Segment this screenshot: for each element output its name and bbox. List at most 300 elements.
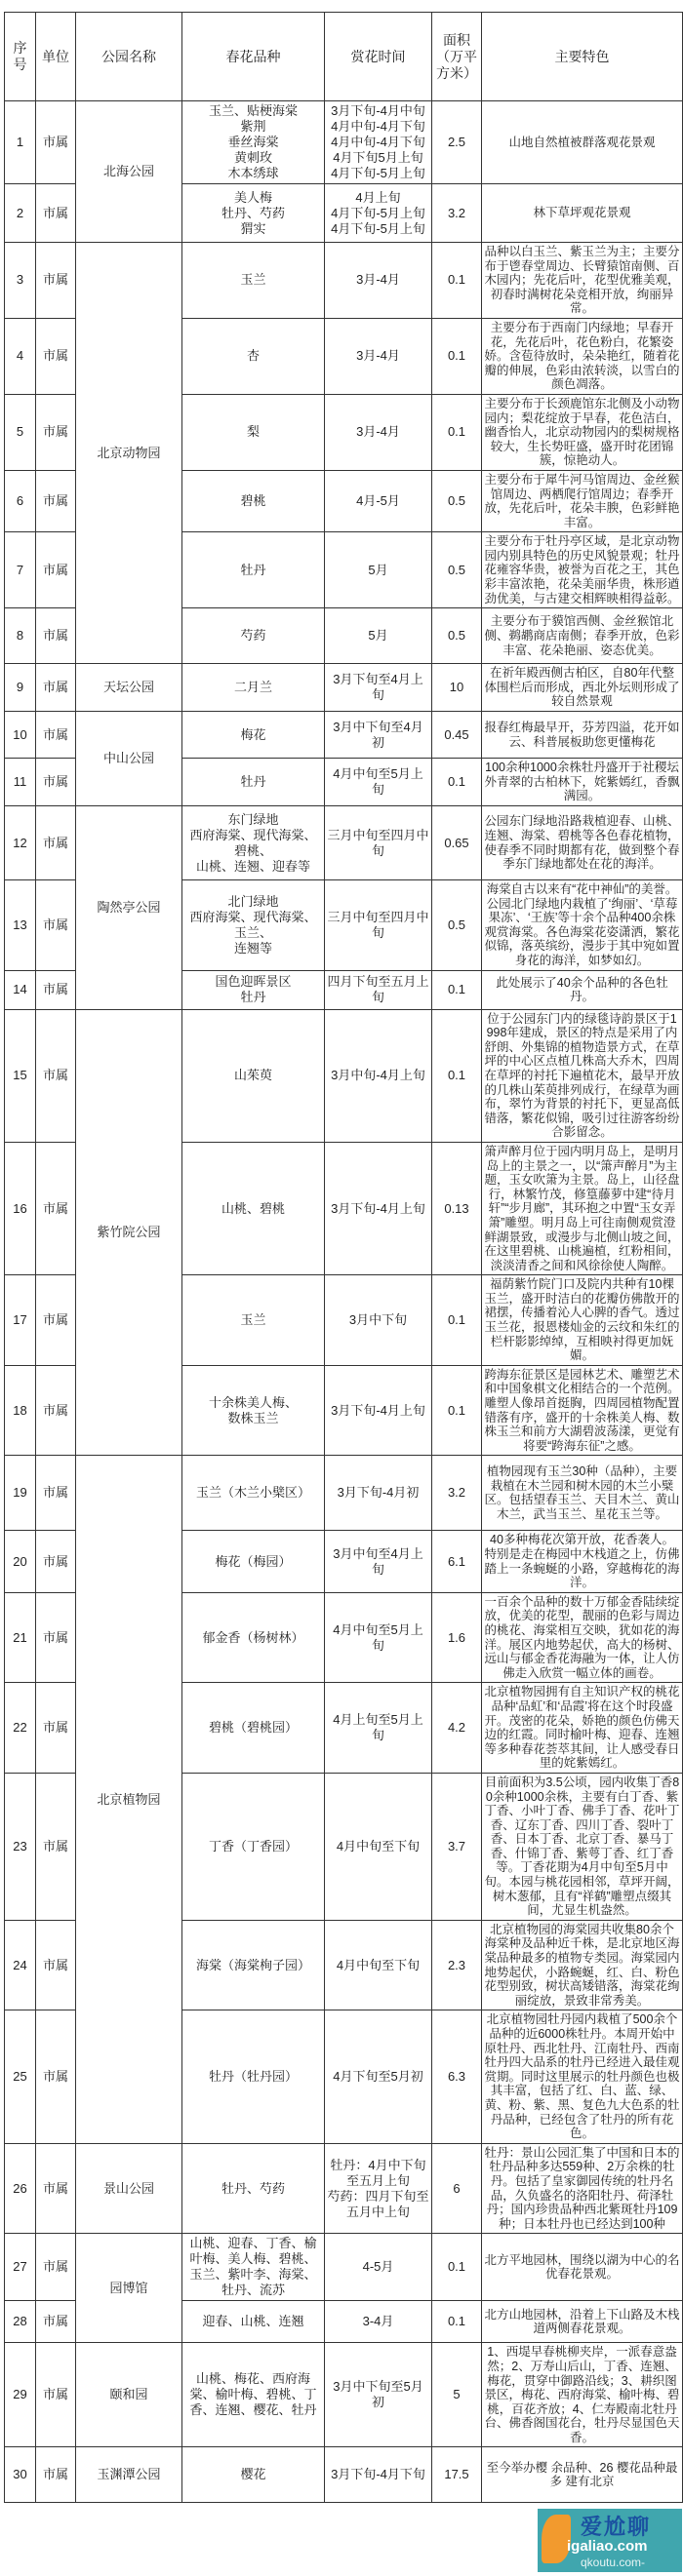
viewing-time: [325, 1142, 432, 1274]
feature-text: 主要分布于牡丹亭区域，是北京动物园内别具特色的历史风貌景观；牡丹花雍容华贵，被誉为百花之王，其色彩丰富浓艳，花朵美丽华贵，株形遒劲优美，与古建交相辉映相得益彰。: [484, 534, 680, 605]
time-line: 4月中旬至5月上旬: [333, 1621, 423, 1653]
unit-cell: 市属: [36, 1592, 76, 1683]
time-line: 4月中旬至下旬: [336, 1957, 421, 1972]
viewing-time: [325, 1275, 432, 1366]
flower-varieties: [182, 970, 325, 1009]
flower-varieties: [182, 2143, 325, 2234]
row-number: 19: [5, 1456, 36, 1531]
area-cell: 1.6: [432, 1592, 482, 1683]
row-number: 2: [5, 184, 36, 243]
flower-line: 牡丹（牡丹园）: [208, 2069, 298, 2085]
flower-line: 梨: [246, 424, 260, 440]
area-cell: 0.1: [432, 759, 482, 806]
row-number: 23: [5, 1773, 36, 1920]
feature-text: 此处展示了40余个品种的各色牡丹。: [496, 975, 668, 1004]
row-number: 15: [5, 1009, 36, 1142]
flower-varieties: [182, 806, 325, 880]
table-row: [5, 664, 683, 712]
unit-cell: 市属: [36, 1773, 76, 1920]
area-cell: 0.1: [432, 394, 482, 470]
flower-line: 碧桃: [240, 493, 266, 509]
flower-line: 国色迎晖景区: [215, 974, 292, 990]
flower-line: 杏: [246, 348, 260, 364]
viewing-time: [325, 243, 432, 319]
watermark-domain-2: qkoutu.com-: [581, 2556, 646, 2570]
area-cell: 6.1: [432, 1531, 482, 1592]
flower-varieties: [182, 101, 325, 184]
unit-cell: 市属: [36, 664, 76, 712]
flower-line: 黄刺玫: [233, 150, 272, 165]
flower-varieties: [182, 1142, 325, 1274]
row-number: 18: [5, 1365, 36, 1456]
feature-cell: [482, 1592, 683, 1683]
flower-line: 山桃、连翘、迎春等: [195, 858, 310, 874]
feature-cell: [482, 2143, 683, 2234]
flower-line: 牡丹、芍药: [221, 205, 285, 220]
viewing-time: [325, 2010, 432, 2143]
flower-line: 丁香（丁香园）: [208, 1838, 298, 1854]
time-line: 3月下旬-4月初: [337, 1485, 420, 1501]
flower-varieties: [182, 2343, 325, 2447]
unit-cell: 市属: [36, 2143, 76, 2234]
viewing-time: [325, 318, 432, 394]
feature-cell: [482, 970, 683, 1009]
flower-varieties: [182, 1683, 325, 1774]
park-name: 颐和园: [76, 2343, 182, 2447]
flower-line: 山茱萸: [233, 1068, 272, 1083]
unit-cell: 市属: [36, 880, 76, 971]
area-cell: 0.1: [432, 1275, 482, 1366]
table-row: [5, 2143, 683, 2234]
viewing-time: [325, 470, 432, 531]
feature-text: 主要分布于西南门内绿地；早春开花，先花后叶，花色粉白，花繁姿娇。含苞待放时，朵朵艳红，随着花瓣的伸展，色彩由浓转淡，以雪白的颜色凋落。: [484, 320, 680, 392]
flower-line: 山桃、碧桃: [221, 1200, 285, 1216]
feature-cell: [482, 1009, 683, 1142]
time-line: 3月下旬-4月下旬: [331, 2467, 425, 2482]
park-name: 景山公园: [76, 2143, 182, 2234]
viewing-time: [325, 806, 432, 880]
flower-line: 芍药: [240, 628, 266, 644]
flower-line: 山桃、梅花、西府海棠、榆叶梅、碧桃、丁香、连翘、樱花、牡丹: [189, 2371, 317, 2418]
row-number: 9: [5, 664, 36, 712]
row-number: 24: [5, 1920, 36, 2010]
table-row: [5, 243, 683, 319]
row-number: 12: [5, 806, 36, 880]
flower-line: 西府海棠、现代海棠、玉兰、: [189, 909, 317, 940]
viewing-time: [325, 101, 432, 184]
header-area: 面积（万平方米）: [432, 13, 482, 101]
unit-cell: 市属: [36, 243, 76, 319]
row-number: 17: [5, 1275, 36, 1366]
feature-text: 报春红梅最早开，芬芳四溢，花开如云、科普展板助您更懂梅花: [484, 720, 680, 749]
table-row: [5, 806, 683, 880]
flower-line: 梅花: [240, 726, 266, 742]
feature-cell: [482, 532, 683, 608]
area-cell: 5: [432, 2343, 482, 2447]
park-name: 陶然亭公园: [76, 806, 182, 1010]
feature-cell: [482, 243, 683, 319]
feature-cell: [482, 608, 683, 664]
row-number: 4: [5, 318, 36, 394]
time-line: 4月下旬至5月初: [333, 2069, 423, 2085]
unit-cell: 市属: [36, 2234, 76, 2301]
watermark: [538, 2509, 682, 2572]
table-row: [5, 2447, 683, 2503]
flower-varieties: [182, 1456, 325, 1531]
feature-cell: [482, 2343, 683, 2447]
time-line: 三月中旬至四月中旬: [327, 827, 429, 858]
flower-varieties: [182, 2301, 325, 2343]
flower-varieties: [182, 759, 325, 806]
viewing-time: [325, 184, 432, 243]
viewing-time: [325, 2234, 432, 2301]
viewing-time: [325, 1683, 432, 1774]
time-line: 牡丹：4月中下旬至五月上旬: [330, 2157, 426, 2188]
flower-varieties: [182, 1275, 325, 1366]
area-cell: 0.1: [432, 2234, 482, 2301]
area-cell: 6: [432, 2143, 482, 2234]
row-number: 21: [5, 1592, 36, 1683]
park-name: 玉渊潭公园: [76, 2447, 182, 2503]
feature-cell: [482, 759, 683, 806]
area-cell: 17.5: [432, 2447, 482, 2503]
feature-cell: [482, 318, 683, 394]
unit-cell: 市属: [36, 712, 76, 759]
time-line: 3-4月: [362, 2314, 394, 2329]
unit-cell: 市属: [36, 2301, 76, 2343]
unit-cell: 市属: [36, 1531, 76, 1592]
area-cell: 3.2: [432, 1456, 482, 1531]
feature-cell: [482, 664, 683, 712]
watermark-logo: 爱尬聊: [581, 2515, 652, 2540]
flower-varieties: [182, 2447, 325, 2503]
unit-cell: 市属: [36, 608, 76, 664]
feature-text: 1、西堤早春桃柳夹岸，一派春意盎然；2、万寿山后山，丁香、连翘、梅花，贯穿中御路沿线；3、耕织图景区，梅花、西府海棠、榆叶梅、碧桃，百花齐放；4、仁寿殿南北牡丹台、佛香阁国花台，牡丹尽显国色天香。: [484, 2345, 680, 2444]
feature-text: 北方平地园林，围绕以湖为中心的名优春花景观。: [484, 2252, 680, 2282]
feature-text: 至今举办樱 余品种、26 樱花品种最多 建有北京: [486, 2460, 678, 2489]
flower-varieties: [182, 2234, 325, 2301]
time-line: 3月-4月: [356, 272, 400, 288]
viewing-time: [325, 608, 432, 664]
viewing-time: [325, 1456, 432, 1531]
feature-text: 海棠自古以来有“花中神仙”的美誉。公园北门绿地内栽植了‘绚丽’、‘草莓果冻’、‘王族’等十余个品种400余株观赏海棠。各色海棠花姿潇洒，繁花似锦，落英缤纷，漫步于其中宛如置身花的海洋，如梦如幻。: [484, 882, 680, 967]
row-number: 20: [5, 1531, 36, 1592]
viewing-time: [325, 664, 432, 712]
viewing-time: [325, 712, 432, 759]
flower-varieties: [182, 532, 325, 608]
time-line: 4月中旬-4月下旬: [331, 119, 425, 134]
area-cell: 0.5: [432, 470, 482, 531]
feature-cell: [482, 2447, 683, 2503]
row-number: 11: [5, 759, 36, 806]
unit-cell: 市属: [36, 806, 76, 880]
area-cell: 0.5: [432, 608, 482, 664]
row-number: 6: [5, 470, 36, 531]
park-name: 北京植物园: [76, 1456, 182, 2143]
viewing-time: [325, 1773, 432, 1920]
unit-cell: 市属: [36, 318, 76, 394]
feature-cell: [482, 1920, 683, 2010]
time-line: 4月上旬至5月上旬: [333, 1712, 423, 1743]
feature-text: 100余种1000余株牡丹盛开于社稷坛外青翠的古柏林下，姹紫嫣红，香飘满园。: [484, 761, 680, 803]
unit-cell: 市属: [36, 470, 76, 531]
viewing-time: [325, 1592, 432, 1683]
flower-varieties: [182, 318, 325, 394]
header-row: [5, 13, 683, 101]
time-line: 4月下旬5月上旬: [333, 150, 423, 165]
flower-line: 垂丝海棠: [227, 135, 279, 149]
time-line: 4月下旬-5月上旬: [331, 166, 425, 180]
feature-cell: [482, 1531, 683, 1592]
feature-text: 目前面积为3.5公顷，园内收集丁香80余种1000余株，主要有白丁香、紫丁香、小叶丁香、佛手丁香、花叶丁香、辽东丁香、四川丁香、裂叶丁香、日本丁香、北京丁香、暴马丁香、什锦丁香、紫萼丁香、红丁香等。丁香花期为4月中旬至5月中旬。本园与桃花园相邻，草坪开阔，树木葱郁，且有“祥鹤”雕塑点缀其间，尤显生机盎然。: [484, 1775, 680, 1918]
flower-line: 牡丹: [240, 562, 266, 577]
area-cell: 0.1: [432, 970, 482, 1009]
feature-text: 福荫紫竹院门口及院内共种有10棵玉兰，盛开时洁白的花瓣仿佛散开的裙摆，传播着沁人心脾的香气。透过玉兰花，报恩楼灿金的云纹和朱红的栏杆影影绰绰，互相映衬得更加妩媚。: [484, 1277, 680, 1363]
flower-line: 樱花: [240, 2467, 266, 2482]
unit-cell: 市属: [36, 1365, 76, 1456]
feature-text: 主要分布于貘馆西侧、金丝猴馆北侧、鹈鹕商店南侧；春季开放，色彩丰富、花朵艳丽、姿态优美。: [484, 614, 680, 657]
flower-line: 美人梅: [233, 189, 272, 205]
feature-cell: [482, 1142, 683, 1274]
unit-cell: 市属: [36, 1142, 76, 1274]
feature-cell: [482, 1683, 683, 1774]
flower-line: 山桃、迎春、丁香、榆叶梅、美人梅、碧桃、玉兰、紫叶李、海棠、牡丹、流苏: [189, 2236, 317, 2298]
time-line: 3月中下旬至4月初: [333, 719, 423, 750]
row-number: 10: [5, 712, 36, 759]
flower-varieties: [182, 1531, 325, 1592]
flower-line: 紫荆: [240, 119, 266, 134]
spring-flower-table: [4, 12, 683, 2503]
feature-cell: [482, 1275, 683, 1366]
flower-varieties: [182, 1773, 325, 1920]
park-name: 北海公园: [76, 101, 182, 243]
watermark-domain: igaliao.com: [567, 2538, 648, 2556]
feature-text: 跨海东征景区是园林艺术、雕塑艺术和中国象棋文化相结合的一个范例。雕塑人像昂首挺胸，四周园植物配置错落有序，盛开的十余株美人梅、数株玉兰和前方大湖碧波荡漾，更觉有将要“跨海东征”之感。: [484, 1367, 680, 1453]
flower-line: 西府海棠、现代海棠、碧桃、: [189, 827, 317, 858]
viewing-time: [325, 880, 432, 971]
flower-line: 连翘等: [233, 940, 272, 956]
area-cell: 2.3: [432, 1920, 482, 2010]
viewing-time: [325, 532, 432, 608]
flower-varieties: [182, 2010, 325, 2143]
flower-varieties: [182, 1009, 325, 1142]
unit-cell: 市属: [36, 1920, 76, 2010]
time-line: 4月-5月: [356, 493, 400, 509]
viewing-time: [325, 2301, 432, 2343]
flower-line: 东门绿地: [227, 811, 279, 827]
header-feature: 主要特色: [482, 13, 683, 101]
unit-cell: 市属: [36, 532, 76, 608]
time-line: 4月中旬-4月下旬: [331, 135, 425, 149]
area-cell: 0.1: [432, 318, 482, 394]
flower-line: 玉兰（木兰小檗区）: [195, 1485, 310, 1501]
flower-line: 数株玉兰: [227, 1410, 279, 1425]
unit-cell: 市属: [36, 184, 76, 243]
feature-text: 公园东门绿地沿路栽植迎春、山桃、连翘、海棠、碧桃等各色春花植物，使春季不同时期都有花，做到整个春季东门绿地都处在花的海洋。: [484, 814, 680, 872]
row-number: 5: [5, 394, 36, 470]
row-number: 16: [5, 1142, 36, 1274]
area-cell: 0.1: [432, 1009, 482, 1142]
feature-text: 箫声醉月位于园内明月岛上，是明月岛上的主景之一，以“箫声醉月”为主题，玉女吹箫为主景。岛上，山径盘行，林繁竹茂，修篁藤萝中建“待月轩”“步月廊”，其环抱之中置“玉女弄箫”雕塑。明月岛上可往南侧观赏澄鲜湖景致，或漫步与北侧山坡之间，在这里碧桃、山桃遍植，红粉相间，淡淡清香之间和风徐徐使人陶醉。: [484, 1144, 680, 1272]
flower-line: 碧桃（碧桃园）: [208, 1720, 298, 1736]
feature-cell: [482, 880, 683, 971]
header-unit: 单位: [36, 13, 76, 101]
row-number: 7: [5, 532, 36, 608]
park-name: 紫竹院公园: [76, 1009, 182, 1456]
feature-text: 主要分布于犀牛河马馆周边、金丝猴馆周边、两栖爬行馆周边；春季开放，先花后叶，花朵丰腴，色彩鲜艳丰富。: [484, 472, 680, 529]
viewing-time: [325, 1009, 432, 1142]
area-cell: 0.1: [432, 2301, 482, 2343]
flower-varieties: [182, 470, 325, 531]
area-cell: 0.13: [432, 1142, 482, 1274]
time-line: 4月中旬至5月上旬: [333, 766, 423, 798]
flower-line: 木本绣球: [227, 166, 279, 180]
row-number: 30: [5, 2447, 36, 2503]
feature-cell: [482, 394, 683, 470]
area-cell: 0.1: [432, 243, 482, 319]
flower-line: 玉兰: [240, 272, 266, 288]
time-line: 3月下旬至4月上旬: [333, 672, 423, 703]
time-line: 4月上旬: [355, 189, 401, 205]
flower-line: 牡丹、芍药: [221, 2180, 285, 2196]
row-number: 27: [5, 2234, 36, 2301]
row-number: 3: [5, 243, 36, 319]
row-number: 1: [5, 101, 36, 184]
viewing-time: [325, 2143, 432, 2234]
feature-text: 一百余个品种的数十万郁金香陆续绽放，优美的花型，靓丽的色彩与周边的桃花、海棠相互交映，犹如花的海洋。展区内地势起伏，高大的杨树、远山与郁金香花海融为一体，让人仿佛走入欣赏一幅立体的画卷。: [484, 1594, 680, 1680]
time-line: 5月: [368, 628, 388, 644]
table-row: [5, 1456, 683, 1531]
unit-cell: 市属: [36, 1456, 76, 1531]
feature-text: 北京植物园牡丹园内栽植了500余个品种的近6000株牡丹。本周开始中原牡丹、西北牡丹、江南牡丹、西南牡丹四大品系的牡丹已经进入最佳观赏期。同时这里展示的牡丹颜色也极其丰富，包括了红、白、蓝、绿、黄、粉、紫、黑、复色九大色系的牡丹品种，已经包含了牡丹的所有花色。: [484, 2012, 680, 2141]
viewing-time: [325, 1531, 432, 1592]
time-line: 四月下旬至五月上旬: [327, 974, 429, 1005]
unit-cell: 市属: [36, 394, 76, 470]
feature-text: 主要分布于长颈鹿馆东北侧及小动物园内；梨花绽放于早春，花色洁白，幽香怡人，北京动物园内的梨树规格较大，生长势旺盛，盛开时花团锦簇，惊艳动人。: [484, 396, 680, 468]
area-cell: 3.2: [432, 184, 482, 243]
table-row: [5, 712, 683, 759]
flower-varieties: [182, 608, 325, 664]
row-number: 22: [5, 1683, 36, 1774]
area-cell: 6.3: [432, 2010, 482, 2143]
watermark-row: [0, 2503, 683, 2576]
feature-cell: [482, 2234, 683, 2301]
feature-text: 40多种梅花次第开放，花香袭人。特别是走在梅园中木栈道之上，仿佛踏上一条蜿蜒的小路，穿越梅花的海洋。: [484, 1533, 680, 1590]
flower-line: 十余株美人梅、: [208, 1394, 298, 1410]
row-number: 26: [5, 2143, 36, 2234]
unit-cell: 市属: [36, 1009, 76, 1142]
feature-cell: [482, 1773, 683, 1920]
unit-cell: 市属: [36, 2343, 76, 2447]
park-name: 北京动物园: [76, 243, 182, 664]
area-cell: 0.65: [432, 806, 482, 880]
header-time: 赏花时间: [325, 13, 432, 101]
viewing-time: [325, 759, 432, 806]
flower-line: 牡丹: [240, 990, 266, 1005]
time-line: 3月-4月: [356, 424, 400, 440]
time-line: 4月下旬-5月上旬: [331, 205, 425, 220]
time-line: 三月中旬至四月中旬: [327, 909, 429, 940]
time-line: 3月下旬-4月上旬: [331, 1200, 425, 1216]
time-line: 3月下旬-4月上旬: [331, 1402, 425, 1418]
feature-cell: [482, 470, 683, 531]
flower-line: 迎春、山桃、连翘: [202, 2314, 304, 2329]
viewing-time: [325, 1365, 432, 1456]
viewing-time: [325, 2447, 432, 2503]
table-row: [5, 2234, 683, 2301]
table-row: [5, 1009, 683, 1142]
header-flowers: 春花品种: [182, 13, 325, 101]
feature-text: 位于公园东门内的绿毯诗韵景区于1998年建成，景区的特点是采用了内舒朗、外集锦的植物造景方式，在草坪的中心区点植几株高大乔木，四周在草坪的衬托下遍植花木，最早开放的几株山茱萸排列成行，在绿草为画布，翠竹为背景的衬托下，更显高低错落，繁花似锦，吸引过往游客纷纷合影留念。: [484, 1011, 680, 1140]
feature-text: 林下草坪观花景观: [533, 206, 631, 220]
table-row: [5, 101, 683, 184]
flower-line: 海棠（海棠栒子园）: [195, 1957, 310, 1972]
time-line: 3月中下旬至5月初: [333, 2379, 423, 2410]
flower-varieties: [182, 394, 325, 470]
feature-cell: [482, 2010, 683, 2143]
flower-varieties: [182, 1365, 325, 1456]
area-cell: 0.1: [432, 1365, 482, 1456]
park-name: 中山公园: [76, 712, 182, 806]
flower-line: 猬实: [240, 220, 266, 236]
feature-text: 北方山地园林，沿着上下山路及木栈道两侧春花景观。: [484, 2307, 680, 2336]
area-cell: 4.2: [432, 1683, 482, 1774]
time-line: 芍药：四月下旬至五月中上旬: [327, 2188, 429, 2219]
flower-line: 郁金香（杨树林）: [202, 1629, 304, 1645]
feature-text: 北京植物园的海棠园共收集80余个海棠种及品种近千株，是北京地区海棠品种最多的植物专类园。海棠园内地势起伏，小路蜿蜒，红、白、粉色花型别致，树状高矮错落，海棠花绚丽绽放，景致非常秀美。: [484, 1922, 680, 2008]
flower-line: 玉兰、贴梗海棠: [208, 103, 298, 118]
area-cell: 3.7: [432, 1773, 482, 1920]
area-cell: 2.5: [432, 101, 482, 184]
time-line: 3月中旬-4月上旬: [331, 1068, 425, 1083]
unit-cell: 市属: [36, 101, 76, 184]
time-line: 3月中下旬: [348, 1312, 408, 1328]
time-line: 3月中旬至4月上旬: [333, 1545, 423, 1577]
flower-varieties: [182, 880, 325, 971]
row-number: 25: [5, 2010, 36, 2143]
header-no: 序号: [5, 13, 36, 101]
unit-cell: 市属: [36, 1683, 76, 1774]
row-number: 14: [5, 970, 36, 1009]
area-cell: 0.5: [432, 880, 482, 971]
feature-cell: [482, 2301, 683, 2343]
viewing-time: [325, 394, 432, 470]
time-line: 4月下旬-5月上旬: [331, 220, 425, 236]
unit-cell: 市属: [36, 2447, 76, 2503]
row-number: 13: [5, 880, 36, 971]
feature-text: 牡丹：景山公园汇集了中国和日本的牡丹品种多达559种、2万余株的牡丹。包括了皇家御园传统的牡丹名品，久负盛名的洛阳牡丹、荷泽牡丹；国内珍贵品种西北紫斑牡丹109种；日本牡丹也已经达到100种: [484, 2145, 680, 2231]
park-name: 天坛公园: [76, 664, 182, 712]
feature-cell: [482, 806, 683, 880]
feature-cell: [482, 184, 683, 243]
unit-cell: 市属: [36, 759, 76, 806]
flower-line: 玉兰: [240, 1312, 266, 1328]
flower-line: 二月兰: [233, 680, 272, 695]
flower-line: 牡丹: [240, 774, 266, 790]
flower-varieties: [182, 712, 325, 759]
header-park: 公园名称: [76, 13, 182, 101]
time-line: 4月中旬至下旬: [336, 1838, 421, 1854]
time-line: 3月-4月: [356, 348, 400, 364]
feature-text: 北京植物园拥有自主知识产权的桃花品种‘品虹’和‘品霞’将在这个时段盛开。茂密的花朵，娇艳的颜色仿佛天边的红霞。同时榆叶梅、迎春、连翘等多种春花荟萃其间，让人感受春日里的姹紫嫣红。: [484, 1685, 680, 1771]
flower-line: 梅花（梅园）: [215, 1553, 292, 1569]
unit-cell: 市属: [36, 1275, 76, 1366]
flower-varieties: [182, 243, 325, 319]
feature-text: 山地自然植被群落观花景观: [508, 135, 656, 149]
row-number: 8: [5, 608, 36, 664]
viewing-time: [325, 970, 432, 1009]
area-cell: 10: [432, 664, 482, 712]
